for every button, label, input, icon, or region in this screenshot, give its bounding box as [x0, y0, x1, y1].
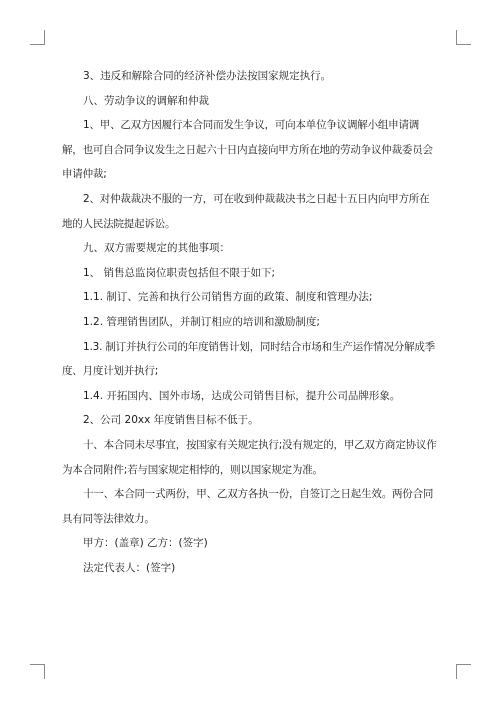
paragraph-duties-intro: 1、 销售总监岗位职责包括但不限于如下; [83, 266, 276, 279]
paragraph-litigation: 2、对仲裁裁决不服的一方，可在收到仲裁裁决书之日起十五日内向甲方所在地的人民法院提起诉讼。 [62, 192, 430, 230]
heading-section-8: 八、劳动争议的调解和仲裁 [83, 94, 209, 107]
crop-mark-bottom-left [30, 664, 45, 679]
paragraph-duty-1-2: 1.2. 管理销售团队，并制订相应的培训和激励制度; [83, 315, 320, 328]
paragraph-sales-target: 2、公司 20xx 年度销售目标不低于。 [83, 414, 259, 427]
crop-mark-bottom-right [456, 664, 471, 679]
crop-mark-top-left [30, 30, 45, 45]
paragraph-duty-1-1: 1.1. 制订、完善和执行公司销售方面的政策、制度和管理办法; [83, 291, 373, 304]
heading-section-11: 十一、本合同一式两份，甲、乙双方各执一份，自签订之日起生效。两份合同具有同等法律效力。 [62, 488, 434, 525]
paragraph-duty-1-4: 1.4. 开拓国内、国外市场，达成公司销售目标，提升公司品牌形象。 [83, 389, 401, 402]
paragraph-dispute-mediation: 1、甲、乙双方因履行本合同而发生争议，可向本单位争议调解小组申请调解，也可自合同争议发生之日起六十日内直接向甲方所在地的劳动争议仲裁委员会申请仲裁; [62, 119, 433, 181]
paragraph-compensation: 3、违反和解除合同的经济补偿办法按国家规定执行。 [83, 70, 332, 82]
crop-mark-top-right [456, 30, 471, 45]
paragraph-duty-1-3: 1.3. 制订并执行公司的年度销售计划，同时结合市场和生产运作情况分解成季度、月度计划并执行; [62, 340, 435, 378]
signature-representative-line: 法定代表人：(签字) [83, 561, 176, 574]
heading-section-10: 十、本合同未尽事宜，按国家有关规定执行;没有规定的，甲乙双方商定协议作为本合同附件;若与国家规定相悖的，则以国家规定为准。 [62, 438, 437, 476]
document-body [62, 64, 438, 580]
heading-section-9: 九、双方需要规定的其他事项： [83, 242, 230, 255]
signature-party-line: 甲方：(盖章) 乙方：(签字) [83, 537, 208, 550]
